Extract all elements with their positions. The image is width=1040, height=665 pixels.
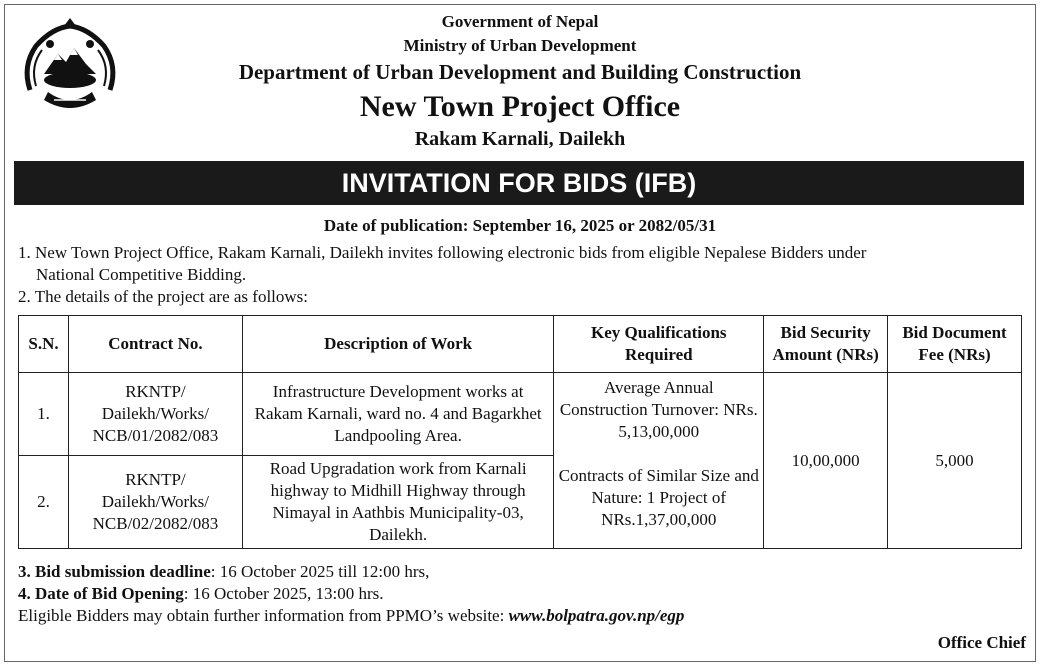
bid-deadline-value: : 16 October 2025 till 12:00 hrs, <box>210 562 430 581</box>
details-intro: 2. The details of the project are as follows: <box>18 287 309 306</box>
header-document-fee: Bid Document Fee (NRs) <box>888 316 1022 373</box>
invitation-line-2: National Competitive Bidding. <box>36 265 247 284</box>
further-info-text: Eligible Bidders may obtain further information from PPMO’s website: <box>18 606 509 625</box>
invitation-line-1: 1. New Town Project Office, Rakam Karnali, Dailekh invites following electronic bids from eligible Nepalese Bidders under <box>18 243 867 262</box>
table-header-row <box>19 316 1022 373</box>
ministry-title: Ministry of Urban Development <box>403 36 637 55</box>
government-title: Government of Nepal <box>441 12 599 31</box>
bid-opening-label: 4. Date of Bid Opening <box>18 584 184 603</box>
signatory: Office Chief <box>937 633 1026 652</box>
qualification-similar-contracts: Contracts of Similar Size and Nature: 1 Project of NRs.1,37,00,000 <box>558 466 759 529</box>
row-contract-no: RKNTP/ Dailekh/Works/ NCB/01/2082/083 <box>68 373 242 456</box>
bid-opening <box>18 584 384 604</box>
qualification-turnover: Average Annual Construction Turnover: NRs. 5,13,00,000 <box>559 378 758 441</box>
bid-opening-value: : 16 October 2025, 13:00 hrs. <box>183 584 384 603</box>
header-qualifications: Key Qualifications Required <box>554 316 764 373</box>
row-description: Road Upgradation work from Karnali highway to Midhill Highway through Nimayal in Aathbis Municipality-03, Dailekh. <box>242 456 554 549</box>
row-sn: 2. <box>19 456 69 549</box>
further-info <box>18 606 684 626</box>
ppmo-website-link[interactable]: www.bolpatra.gov.np/egp <box>508 606 685 625</box>
department-title: Department of Urban Development and Building Construction <box>238 60 802 84</box>
bid-document-fee: 5,000 <box>888 373 1022 549</box>
row-contract-no: RKNTP/ Dailekh/Works/ NCB/02/2082/083 <box>68 456 242 549</box>
header-bid-security: Bid Security Amount (NRs) <box>764 316 888 373</box>
office-location: Rakam Karnali, Dailekh <box>414 128 626 150</box>
invitation-paragraph <box>18 242 1028 286</box>
row-sn: 1. <box>19 373 69 456</box>
header-description: Description of Work <box>242 316 554 373</box>
header-sn: S.N. <box>19 316 69 373</box>
qualifications-cell <box>554 373 764 549</box>
ifb-banner: INVITATION FOR BIDS (IFB) <box>14 161 1024 205</box>
bid-deadline-label: 3. Bid submission deadline <box>18 562 211 581</box>
office-title: New Town Project Office <box>359 90 681 123</box>
publication-date: Date of publication: September 16, 2025 or 2082/05/31 <box>323 216 717 235</box>
row-description: Infrastructure Development works at Rakam Karnali, ward no. 4 and Bagarkhet Landpooling Area. <box>242 373 554 456</box>
table-row <box>19 373 1022 456</box>
header-contract-no: Contract No. <box>68 316 242 373</box>
bid-deadline <box>18 562 429 582</box>
bids-table <box>18 315 1022 549</box>
bid-security-amount: 10,00,000 <box>764 373 888 549</box>
